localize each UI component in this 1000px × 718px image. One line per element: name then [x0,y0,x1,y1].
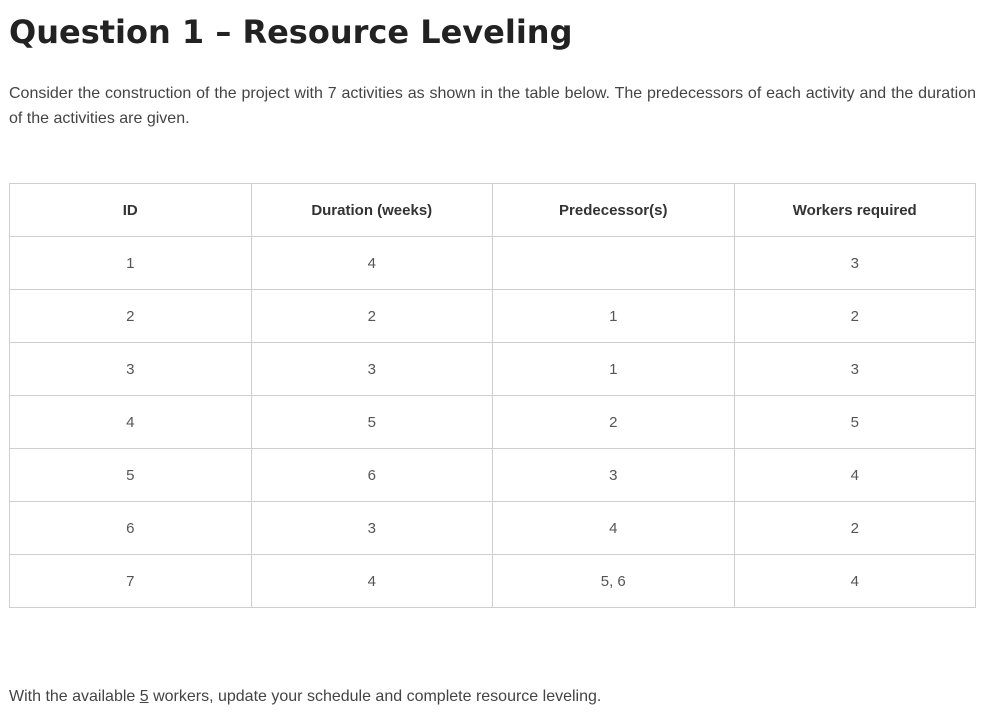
cell-predecessors: 4 [493,502,735,555]
table-row [10,449,976,502]
cell-id: 3 [10,343,252,396]
table-row [10,290,976,343]
cell-id: 2 [10,290,252,343]
table-row [10,502,976,555]
cell-predecessors: 3 [493,449,735,502]
cell-duration: 3 [251,343,493,396]
cell-workers: 4 [734,555,976,608]
cell-id: 7 [10,555,252,608]
cell-predecessors: 2 [493,396,735,449]
cell-id: 4 [10,396,252,449]
cell-workers: 3 [734,237,976,290]
table-row [10,237,976,290]
cell-duration: 4 [251,555,493,608]
cell-predecessors: 1 [493,343,735,396]
table-row [10,396,976,449]
header-duration: Duration (weeks) [251,184,493,237]
cell-workers: 5 [734,396,976,449]
cell-id: 5 [10,449,252,502]
header-workers: Workers required [734,184,976,237]
instruction-text-before: With the available [9,688,140,705]
intro-paragraph: Consider the construction of the project with 7 activities as shown in the table below. The predecessors of each activity and the duration of the activities are given. [9,85,976,127]
instruction-text [9,684,601,709]
cell-id: 1 [10,237,252,290]
activities-table [9,183,976,608]
cell-id: 6 [10,502,252,555]
header-predecessors: Predecessor(s) [493,184,735,237]
cell-predecessors [493,237,735,290]
table-row [10,555,976,608]
cell-duration: 3 [251,502,493,555]
cell-duration: 5 [251,396,493,449]
cell-workers: 3 [734,343,976,396]
cell-workers: 4 [734,449,976,502]
table-header-row [10,184,976,237]
instruction-text-after: workers, update your schedule and complete resource leveling. [148,688,602,705]
cell-workers: 2 [734,290,976,343]
cell-duration: 4 [251,237,493,290]
header-id: ID [10,184,252,237]
available-workers-count: 5 [139,688,149,705]
cell-predecessors: 5, 6 [493,555,735,608]
cell-duration: 2 [251,290,493,343]
cell-duration: 6 [251,449,493,502]
cell-predecessors: 1 [493,290,735,343]
table-row [10,343,976,396]
page-title: Question 1 – Resource Leveling [9,13,573,51]
cell-workers: 2 [734,502,976,555]
